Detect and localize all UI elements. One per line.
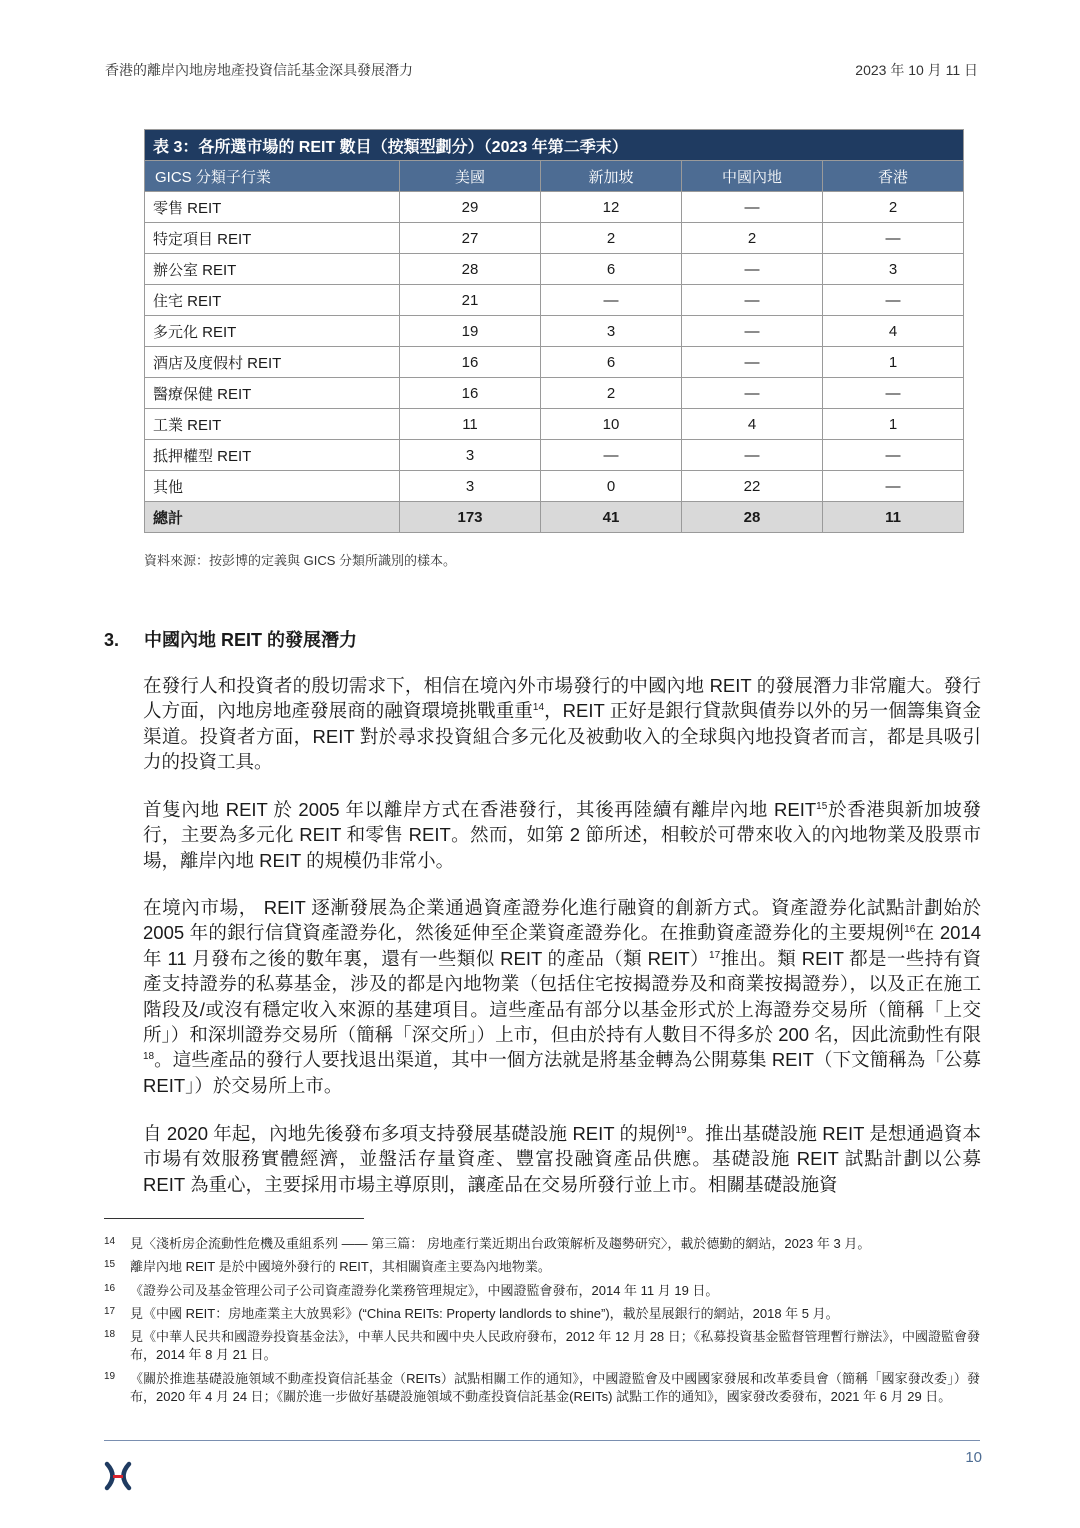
cell-singapore: —: [541, 285, 682, 316]
row-label: 醫療保健 REIT: [145, 378, 400, 409]
body-paragraph-2: [143, 797, 981, 873]
row-label: 住宅 REIT: [145, 285, 400, 316]
cell-singapore: —: [541, 440, 682, 471]
footnote-ref-16[interactable]: 16: [904, 924, 916, 936]
paragraph-text: ，REIT 正好是銀行貸款與債券以外的另一個籌集資金渠道。投資者方面，REIT 對於尋求投資組合多元化及被動收入的全球與內地投資者而言，都是具吸引力的投資工具。: [143, 700, 981, 773]
cell-mainland: 2: [682, 223, 823, 254]
reit-count-table: [144, 129, 964, 533]
section-heading: [104, 626, 357, 652]
cell-hongkong: 3: [823, 254, 964, 285]
cell-singapore: 3: [541, 316, 682, 347]
section-title: 中國內地 REIT 的發展潛力: [144, 630, 358, 650]
table-row: [145, 192, 964, 223]
cell-singapore: 6: [541, 347, 682, 378]
footnote-18: [104, 1328, 980, 1363]
cell-us: 29: [400, 192, 541, 223]
row-label: 工業 REIT: [145, 409, 400, 440]
footnote-number: 14: [104, 1236, 116, 1247]
footnote-ref-17[interactable]: 17: [709, 949, 721, 961]
footnote-text: 離岸內地 REIT 是於中國境外發行的 REIT，其相關資產主要為內地物業。: [130, 1259, 551, 1274]
cell-mainland: 4: [682, 409, 823, 440]
footnote-17: [104, 1305, 980, 1323]
table-row: [145, 254, 964, 285]
cell-us: 3: [400, 440, 541, 471]
paragraph-text: 在 2014 年 11 月發布之後的數年裏，還有一些類似 REIT 的產品（類 REIT）: [143, 922, 981, 969]
paragraph-text: 在發行人和投資者的殷切需求下，相信在境內外市場發行的中國內地 REIT 的發展潛力非常龐大。發行人方面，內地房地產發展商的融資環境挑戰重重: [143, 675, 981, 722]
footnote-number: 17: [104, 1306, 116, 1317]
table-row: [145, 471, 964, 502]
table-title-row: [145, 130, 964, 161]
footnote-ref-18[interactable]: 18: [143, 1051, 155, 1063]
table-title: 表 3：各所選市場的 REIT 數目（按類型劃分）（2023 年第二季末）: [145, 130, 964, 161]
total-label: 總計: [145, 502, 400, 533]
row-label: 零售 REIT: [145, 192, 400, 223]
page-number: 10: [965, 1449, 982, 1466]
cell-singapore: 10: [541, 409, 682, 440]
body-paragraph-4: [143, 1121, 981, 1197]
paragraph-text: 。這些產品的發行人要找退出渠道，其中一個方法就是將基金轉為公開募集 REIT（下文簡稱為「公募 REIT」）於交易所上市。: [143, 1049, 981, 1096]
footnote-divider: [104, 1218, 364, 1219]
footnote-number: 16: [104, 1283, 116, 1294]
cell-mainland: —: [682, 285, 823, 316]
footnote-16: [104, 1282, 980, 1300]
footnote-text: 《證券公司及基金管理公司子公司資產證券化業務管理規定》，中國證監會發布，2014 年 11 月 19 日。: [130, 1283, 719, 1298]
column-header-sector: GICS 分類子行業: [145, 161, 400, 192]
cell-hongkong: 2: [823, 192, 964, 223]
cell-mainland: 22: [682, 471, 823, 502]
total-mainland: 28: [682, 502, 823, 533]
cell-hongkong: 1: [823, 347, 964, 378]
footnote-ref-19[interactable]: 19: [675, 1124, 687, 1136]
total-us: 173: [400, 502, 541, 533]
total-hongkong: 11: [823, 502, 964, 533]
row-label: 酒店及度假村 REIT: [145, 347, 400, 378]
column-header-hongkong: 香港: [823, 161, 964, 192]
cell-hongkong: —: [823, 471, 964, 502]
footnote-number: 19: [104, 1371, 116, 1382]
cell-mainland: —: [682, 440, 823, 471]
cell-us: 16: [400, 347, 541, 378]
cell-hongkong: —: [823, 223, 964, 254]
cell-mainland: —: [682, 192, 823, 223]
column-header-singapore: 新加坡: [541, 161, 682, 192]
paragraph-text: 自 2020 年起，內地先後發布多項支持發展基礎設施 REIT 的規例: [143, 1123, 676, 1144]
reit-table-container: [144, 129, 963, 533]
total-singapore: 41: [541, 502, 682, 533]
cell-us: 27: [400, 223, 541, 254]
table-row: [145, 347, 964, 378]
cell-us: 11: [400, 409, 541, 440]
cell-hongkong: 4: [823, 316, 964, 347]
table-row: [145, 440, 964, 471]
cell-hongkong: 1: [823, 409, 964, 440]
header-title: 香港的離岸內地房地產投資信託基金深具發展潛力: [105, 62, 413, 78]
cell-mainland: —: [682, 347, 823, 378]
footnote-text: 見〈淺析房企流動性危機及重組系列 —— 第三篇： 房地產行業近期出台政策解析及趨勢研究〉，載於德勤的網站，2023 年 3 月。: [130, 1236, 871, 1251]
cell-us: 28: [400, 254, 541, 285]
row-label: 多元化 REIT: [145, 316, 400, 347]
footnote-ref-15[interactable]: 15: [816, 800, 828, 812]
cell-us: 16: [400, 378, 541, 409]
cell-mainland: —: [682, 378, 823, 409]
table-header-row: [145, 161, 964, 192]
row-label: 抵押權型 REIT: [145, 440, 400, 471]
footnote-number: 15: [104, 1259, 116, 1270]
paragraph-text: 。推出基礎設施 REIT 是想通過資本市場有效服務實體經濟，並盤活存量資產、豐富投融資產品供應。基礎設施 REIT 試點計劃以公募 REIT 為重心，主要採用市場主導原則，讓產品在交易所發行並上市。相關基礎設施資: [143, 1123, 981, 1195]
row-label: 辦公室 REIT: [145, 254, 400, 285]
hkex-logo-icon: [103, 1461, 133, 1491]
table-row: [145, 223, 964, 254]
cell-singapore: 2: [541, 378, 682, 409]
paragraph-text: 首隻內地 REIT 於 2005 年以離岸方式在香港發行，其後再陸續有離岸內地 REIT: [143, 799, 817, 820]
paragraph-text: 於香港與新加坡發行，主要為多元化 REIT 和零售 REIT。然而，如第 2 節所述，相較於可帶來收入的內地物業及股票市場，離岸內地 REIT 的規模仍非常小。: [143, 799, 981, 871]
cell-mainland: —: [682, 316, 823, 347]
cell-us: 19: [400, 316, 541, 347]
cell-hongkong: —: [823, 378, 964, 409]
row-label: 特定項目 REIT: [145, 223, 400, 254]
logo-stroke-dark: [124, 1464, 130, 1488]
body-paragraph-1: [143, 673, 981, 775]
footnote-text: 《關於推進基礎設施領域不動產投資信託基金（REITs）試點相關工作的通知》，中國證監會及中國國家發展和改革委員會（簡稱「國家發改委」）發布，2020 年 4 月 24 日；《關於進一步做好基礎設施領域不動產投資信託基金(REITs) 試點工作的通知》，國家發改委發布，2021 年 6 月 29 日。: [130, 1371, 980, 1404]
cell-singapore: 0: [541, 471, 682, 502]
paragraph-text: 推出。類 REIT 都是一些持有資產支持證券的私募基金，涉及的都是內地物業（包括住宅按揭證券及和商業按揭證券），以及正在施工階段及/或沒有穩定收入來源的基建項目。這些產品有部分以基金形式於上海證券交易所（簡稱「上交所」）和深圳證券交易所（簡稱「深交所」）上市，但由於持有人數目不得多於 200 名，因此流動性有限: [143, 947, 981, 1046]
cell-singapore: 6: [541, 254, 682, 285]
section-number: 3.: [104, 630, 120, 650]
cell-hongkong: —: [823, 440, 964, 471]
column-header-mainland: 中國內地: [682, 161, 823, 192]
footer-divider: [104, 1440, 980, 1441]
body-paragraph-3: [143, 895, 981, 1098]
table-total-row: [145, 502, 964, 533]
cell-singapore: 12: [541, 192, 682, 223]
cell-hongkong: —: [823, 285, 964, 316]
logo-stroke-accent: [113, 1475, 123, 1478]
footnote-number: 18: [104, 1329, 116, 1340]
cell-us: 21: [400, 285, 541, 316]
table-source-note: 資料來源：按彭博的定義與 GICS 分類所識別的樣本。: [144, 553, 457, 568]
row-label: 其他: [145, 471, 400, 502]
table-row: [145, 285, 964, 316]
table-row: [145, 409, 964, 440]
footnote-ref-14[interactable]: 14: [532, 702, 545, 714]
footnote-14: [104, 1235, 980, 1253]
footnote-text: 見《中華人民共和國證券投資基金法》，中華人民共和國中央人民政府發布，2012 年 12 月 28 日；《私募投資基金監督管理暫行辦法》，中國證監會發布，2014 年 8 月 21 日。: [130, 1329, 980, 1362]
cell-mainland: —: [682, 254, 823, 285]
footnote-19: [104, 1370, 980, 1405]
cell-us: 3: [400, 471, 541, 502]
logo-stroke-dark: [107, 1464, 113, 1488]
table-row: [145, 316, 964, 347]
table-row: [145, 378, 964, 409]
column-header-us: 美國: [400, 161, 541, 192]
paragraph-text: 在境內市場， REIT 逐漸發展為企業通過資產證券化進行融資的創新方式。資產證券化試點計劃始於 2005 年的銀行信貸資產證券化，然後延伸至企業資產證券化。在推動資產證券化的主要規例: [143, 897, 981, 944]
header-date: 2023 年 10 月 11 日: [855, 62, 978, 78]
footnote-text: 見《中國 REIT：房地產業主大放異彩》(“China REITs: Property landlords to shine”)，載於星展銀行的網站，2018 年 5 月。: [130, 1306, 839, 1321]
footnote-15: [104, 1258, 980, 1276]
cell-singapore: 2: [541, 223, 682, 254]
